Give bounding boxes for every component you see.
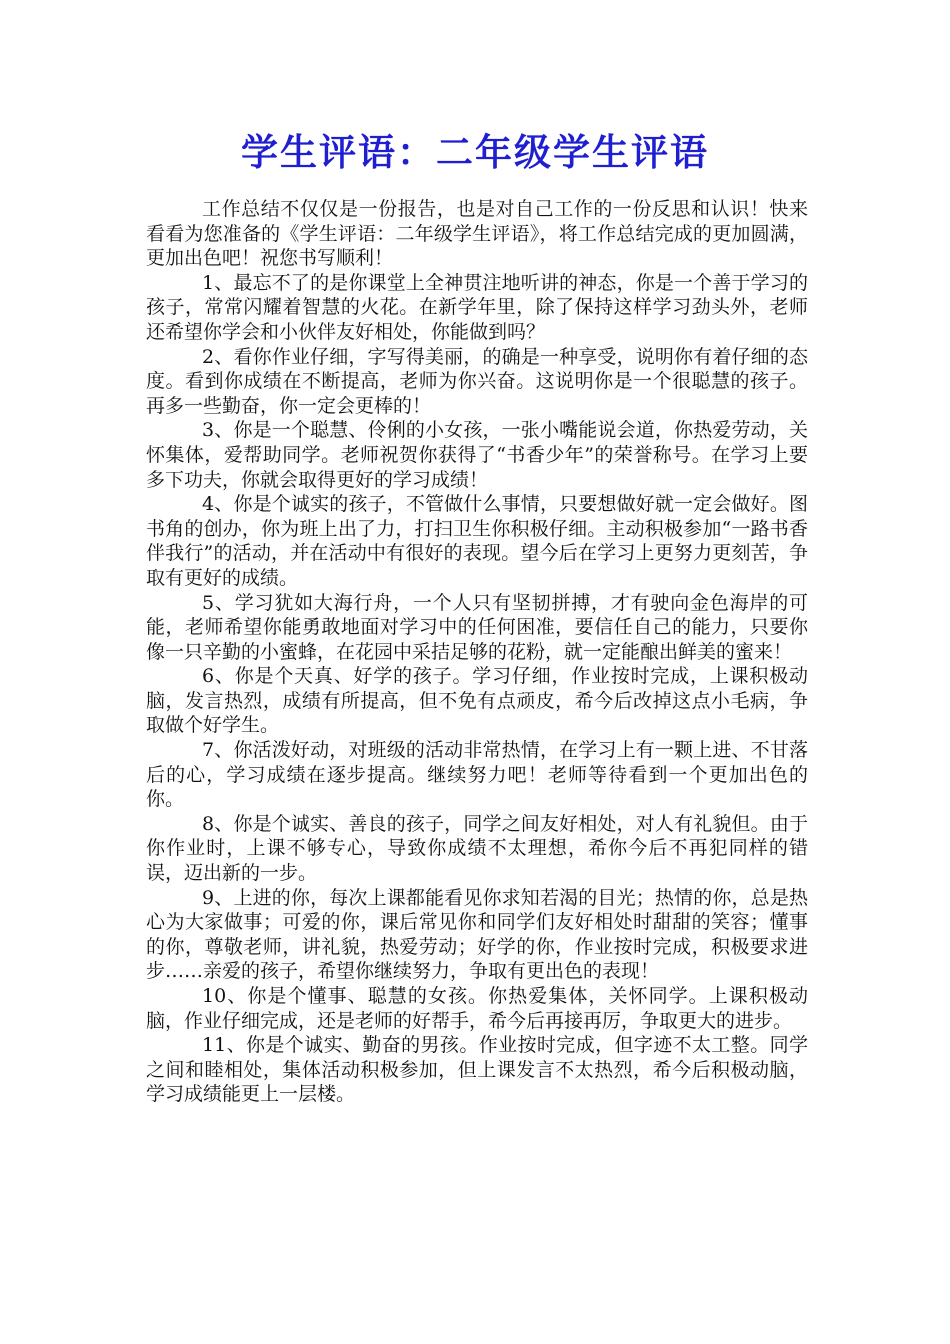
comment-paragraph-10: 10、你是个懂事、聪慧的女孩。你热爱集体，关怀同学。上课积极动脑，作业仔细完成，还是老师的好帮手，希今后再接再厉，争取更大的进步。 bbox=[146, 985, 808, 1032]
comment-paragraph-4: 4、你是个诚实的孩子，不管做什么事情，只要想做好就一定会做好。图书角的创办，你为班上出了力，打扫卫生你积极仔细。主动积极参加“一路书香伴我行”的活动，并在活动中有很好的表现。望今后在学习上更努力更刻苦，争取有更好的成绩。 bbox=[146, 493, 808, 589]
comment-paragraph-1: 1、最忘不了的是你课堂上全神贯注地听讲的神态，你是一个善于学习的孩子，常常闪耀着智慧的火花。在新学年里，除了保持这样学习劲头外，老师还希望你学会和小伙伴友好相处，你能做到吗？ bbox=[146, 271, 808, 343]
document-body bbox=[146, 197, 808, 1107]
comment-paragraph-7: 7、你活泼好动，对班级的活动非常热情，在学习上有一颗上进、不甘落后的心，学习成绩在逐步提高。继续努力吧！老师等待看到一个更加出色的你。 bbox=[146, 739, 808, 811]
comment-paragraph-11: 11、你是个诚实、勤奋的男孩。作业按时完成，但字迹不太工整。同学之间和睦相处，集体活动积极参加，但上课发言不太热烈，希今后积极动脑，学习成绩能更上一层楼。 bbox=[146, 1034, 808, 1106]
comment-paragraph-5: 5、学习犹如大海行舟，一个人只有坚韧拼搏，才有驶向金色海岸的可能，老师希望你能勇敢地面对学习中的任何困准，要信任自己的能力，只要你像一只辛勤的小蜜蜂，在花园中采拮足够的花粉，就一定能酿出鲜美的蜜来！ bbox=[146, 591, 808, 663]
document-title: 学生评语：二年级学生评语 bbox=[241, 130, 709, 174]
comment-paragraph-2: 2、看你作业仔细，字写得美丽，的确是一种享受，说明你有着仔细的态度。看到你成绩在不断提高，老师为你兴奋。这说明你是一个很聪慧的孩子。再多一些勤奋，你一定会更棒的！ bbox=[146, 345, 808, 417]
comment-paragraph-3: 3、你是一个聪慧、伶俐的小女孩，一张小嘴能说会道，你热爱劳动，关怀集体，爱帮助同学。老师祝贺你获得了“书香少年”的荣誉称号。在学习上要多下功夫，你就会取得更好的学习成绩！ bbox=[146, 419, 808, 491]
comment-paragraph-8: 8、你是个诚实、善良的孩子，同学之间友好相处，对人有礼貌但。由于你作业时，上课不够专心，导致你成绩不太理想，希你今后不再犯同样的错误，迈出新的一步。 bbox=[146, 812, 808, 885]
intro-paragraph: 工作总结不仅仅是一份报告，也是对自己工作的一份反思和认识！快来看看为您准备的《学生评语：二年级学生评语》，将工作总结完成的更加圆满，更加出色吧！祝您书写顺利！ bbox=[146, 198, 808, 270]
comment-paragraph-9: 9、上进的你，每次上课都能看见你求知若渴的目光；热情的你，总是热心为大家做事；可爱的你，课后常见你和同学们友好相处时甜甜的笑容；懂事的你，尊敬老师，讲礼貌，热爱劳动；好学的你，作业按时完成，积极要求进步……亲爱的孩子，希望你继续努力，争取有更出色的表现！ bbox=[146, 886, 808, 983]
comment-paragraph-6: 6、你是个天真、好学的孩子。学习仔细，作业按时完成，上课积极动脑，发言热烈，成绩有所提高，但不免有点顽皮，希今后改掉这点小毛病，争取做个好学生。 bbox=[146, 665, 808, 737]
